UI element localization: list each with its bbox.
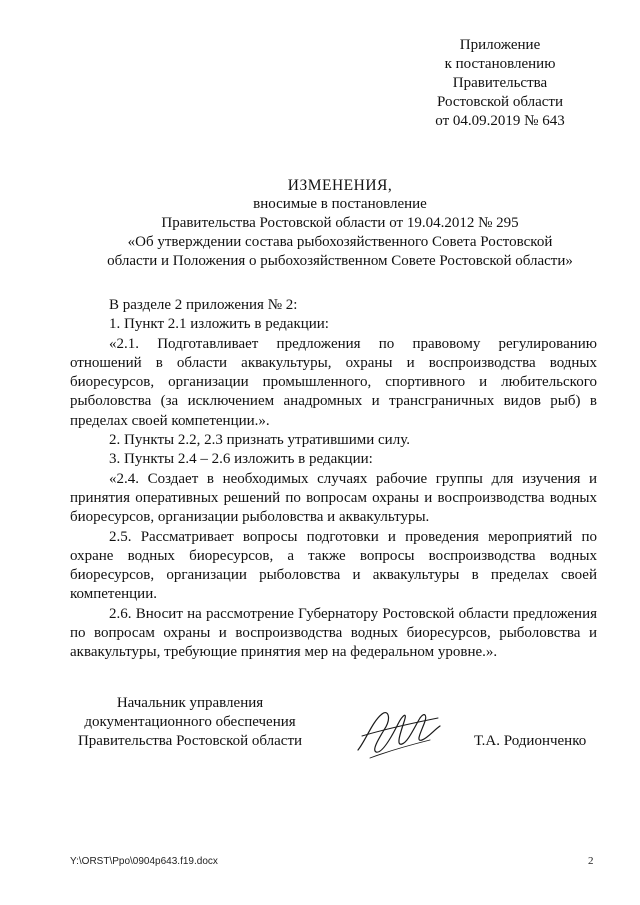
title-line: «Об утверждении состава рыбохозяйственного Совета Ростовской [127, 234, 553, 250]
body-paragraph: В разделе 2 приложения № 2: [109, 297, 298, 313]
title-line: Правительства Ростовской области от 19.04.2012 № 295 [161, 215, 519, 231]
footer-page-number: 2 [588, 855, 594, 867]
body-paragraph: 2. Пункты 2.2, 2.3 признать утратившими силу. [109, 432, 410, 449]
title-heading: ИЗМЕНЕНИЯ, [287, 177, 393, 194]
body-paragraph: 2.5. Рассматривает вопросы подготовки и проведения мероприятий по охране водных биоресурсов, а также вопросы воспроизводства водных биоресурсов, организации рыболовства и аквакультуры в пределах своей компетенции. [70, 528, 597, 603]
handwritten-signature [352, 700, 444, 764]
body-paragraph: 3. Пункты 2.4 – 2.6 изложить в редакции: [109, 451, 373, 468]
appendix-block [390, 36, 610, 131]
title-line: вносимые в постановление [253, 196, 427, 212]
appendix-line: Ростовской области [437, 94, 563, 110]
appendix-line: от 04.09.2019 № 643 [435, 113, 565, 129]
body-paragraph: 2.6. Вносит на рассмотрение Губернатору Ростовской области предложения по вопросам охраны и воспроизводства водных биоресурсов, рыболовства и аквакультуры, требующие принятия мер на федеральном уровне.». [70, 605, 597, 661]
appendix-line: Приложение [459, 37, 541, 53]
body-paragraph: «2.1. Подготавливает предложения по правовому регулированию отношений в области аквакультуры, охраны и воспроизводства водных биоресурсов, организации промышленного, спортивного и любительского рыболовства (за исключением анадромных и трансграничных видов рыб) в пределах своей компетенции.». [70, 335, 597, 429]
document-title [70, 176, 610, 271]
footer-file-path: Y:\ORST\Ppo\0904p643.f19.docx [70, 856, 218, 867]
signatory-position-line: документационного обеспечения [84, 714, 296, 730]
document-body [70, 296, 597, 663]
appendix-line: к постановлению [444, 56, 556, 72]
body-paragraph: «2.4. Создает в необходимых случаях рабочие группы для изучения и принятия оперативных решений по вопросам охраны и воспроизводства водных биоресурсов, организации рыболовства и аквакультуры. [70, 470, 597, 526]
signatory-position-line: Начальник управления [116, 695, 264, 711]
appendix-line: Правительства [452, 75, 548, 91]
signatory-position-line: Правительства Ростовской области [77, 733, 303, 749]
signatory-position [70, 694, 310, 751]
title-line: области и Положения о рыбохозяйственном Совете Ростовской области» [107, 253, 573, 269]
body-paragraph: 1. Пункт 2.1 изложить в редакции: [109, 316, 329, 333]
signatory-name: Т.А. Родионченко [474, 733, 587, 749]
